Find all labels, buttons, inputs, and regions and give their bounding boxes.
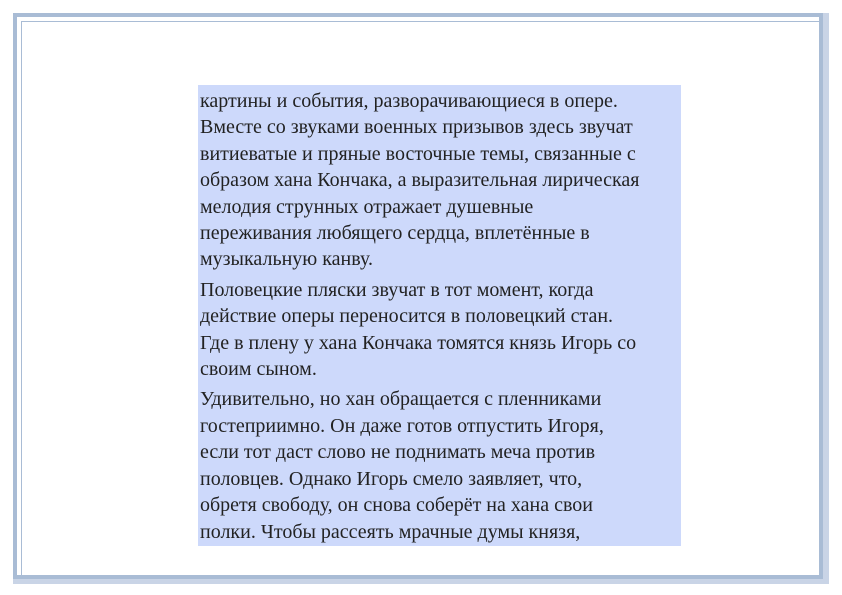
text-line: гостеприимно. Он даже готов отпустить Игоря, [200, 414, 604, 437]
text-line: Половецкие пляски звучат в тот момент, когда [200, 278, 594, 301]
paragraph [200, 386, 681, 544]
text-line: картины и события, разворачивающиеся в опере. [200, 90, 618, 112]
text-line: своим сыном. [200, 358, 317, 381]
text-box [198, 85, 681, 546]
text-line: Вместе со звуками военных призывов здесь звучат [200, 116, 633, 139]
text-line: Удивительно, но хан обращается с пленниками [200, 388, 602, 411]
paragraph [200, 88, 681, 273]
text-line: Где в плену у хана Кончака томятся князь Игорь со [200, 331, 637, 354]
text-line: мелодия струнных отражает душевные [200, 195, 534, 218]
text-line: музыкальную канву. [200, 248, 373, 271]
text-line: полки. Чтобы рассеять мрачные думы князя, [200, 520, 581, 543]
text-line: половцев. Однако Игорь смело заявляет, что, [200, 467, 583, 490]
paragraph [200, 277, 681, 383]
text-line: если тот даст слово не поднимать меча против [200, 441, 596, 464]
text-line: действие оперы переносится в половецкий стан. [200, 305, 614, 328]
text-line: переживания любящего сердца, вплетённые в [200, 222, 590, 245]
slide-frame-shadow-right [823, 13, 829, 579]
slide-frame-shadow-bottom [13, 579, 829, 584]
text-line: образом хана Кончака, а выразительная лирическая [200, 169, 640, 192]
text-line: витиеватые и пряные восточные темы, связанные с [200, 142, 636, 165]
text-line: обретя свободу, он снова соберёт на хана свои [200, 494, 593, 517]
